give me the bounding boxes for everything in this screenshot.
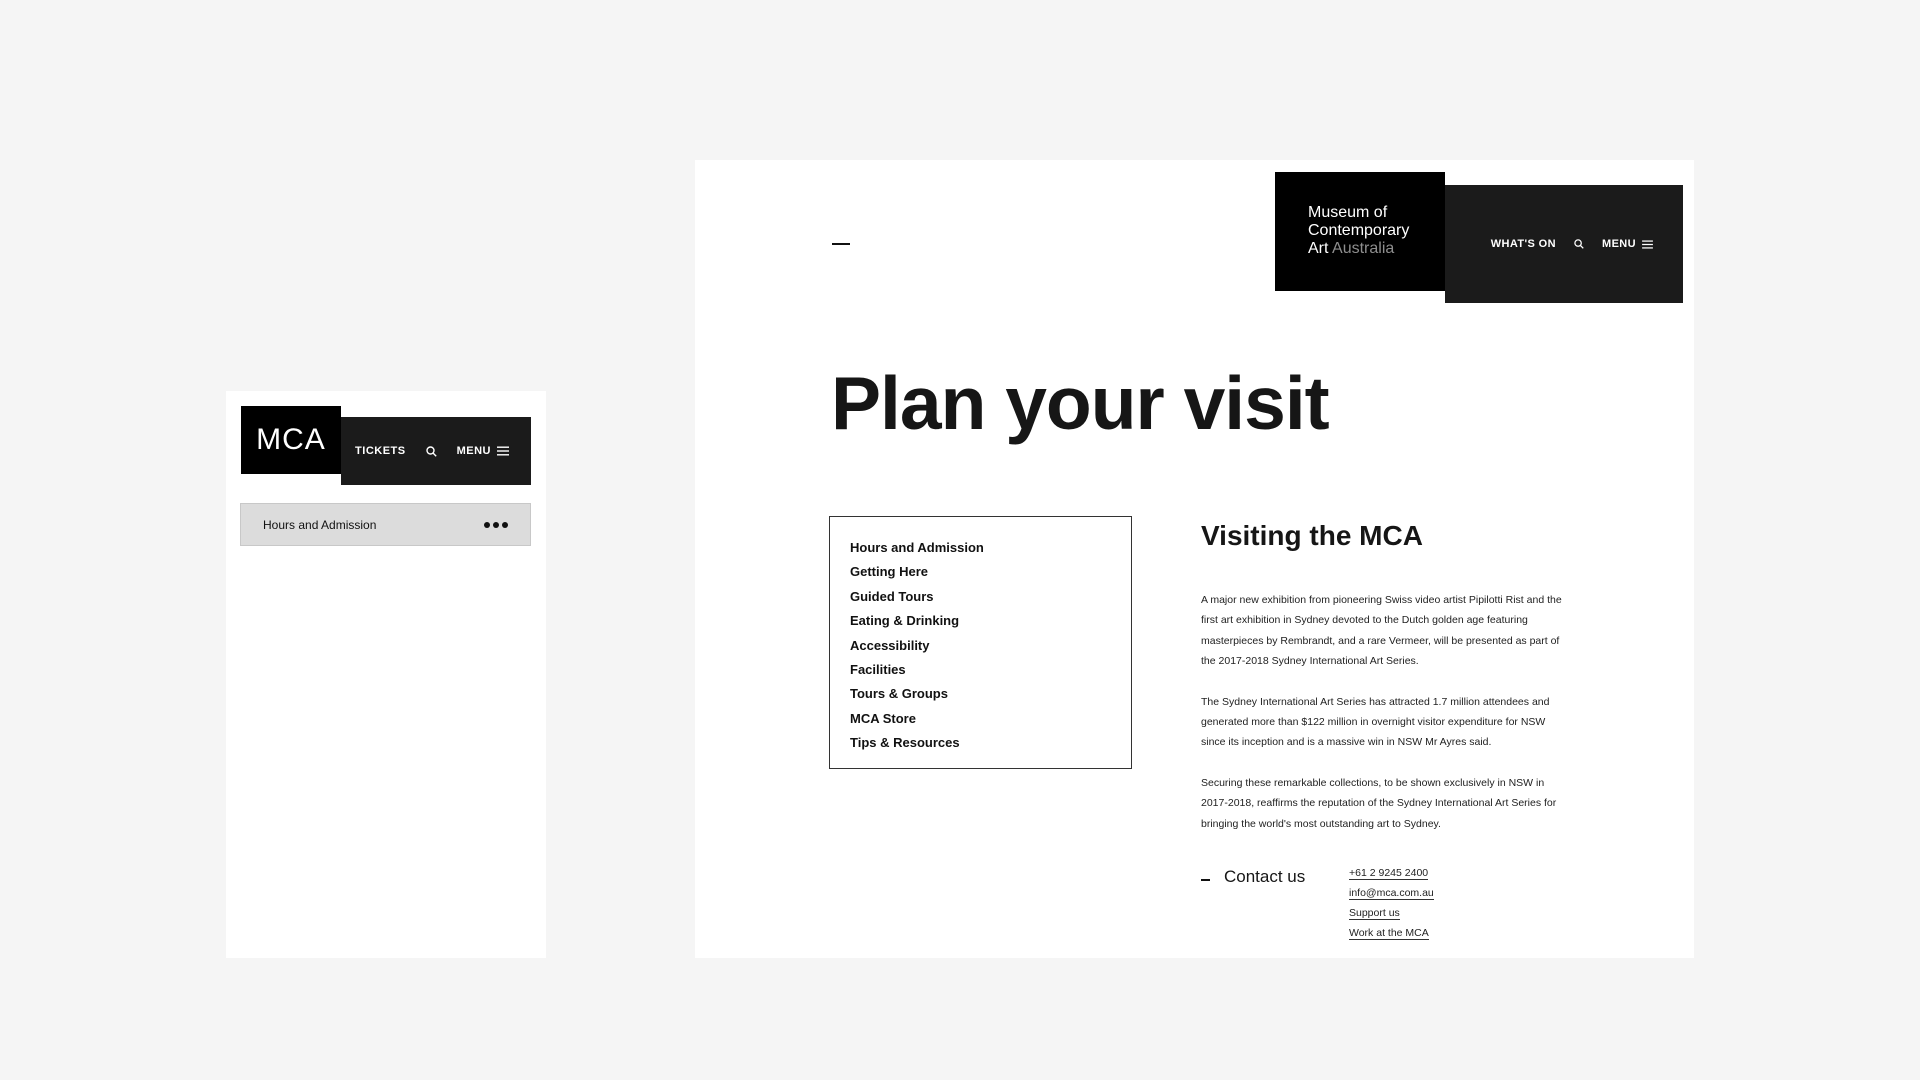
phone-link-label: +61 2 9245 2400 <box>1349 867 1429 879</box>
contact-title: Contact us <box>1224 867 1306 886</box>
phone-link[interactable] <box>1349 863 1434 883</box>
search-icon[interactable] <box>426 446 437 457</box>
menu-label: MENU <box>1602 238 1636 250</box>
content-heading: Visiting the MCA <box>1201 520 1423 551</box>
menu-icon <box>1642 240 1653 249</box>
logo-line-1: Museum of <box>1308 204 1388 221</box>
section-nav-item[interactable]: Tours & Groups <box>850 686 948 702</box>
menu-button[interactable] <box>457 445 509 457</box>
section-nav-item[interactable]: Eating & Drinking <box>850 613 960 629</box>
desktop-frame <box>695 160 1694 958</box>
section-nav-item[interactable]: Hours and Admission <box>850 540 984 555</box>
mobile-frame <box>226 391 546 958</box>
mca-logo[interactable] <box>1275 172 1445 291</box>
sub-nav-label: Hours and Admission <box>263 517 377 532</box>
logo-line-2: Contemporary <box>1308 222 1410 239</box>
section-nav <box>829 516 1132 769</box>
logo-line-3 <box>1308 240 1445 258</box>
search-icon[interactable] <box>1574 239 1584 249</box>
desktop-nav-bar <box>1445 185 1683 303</box>
section-nav-item[interactable]: Guided Tours <box>850 588 934 604</box>
email-link-label: info@mca.com.au <box>1349 887 1434 899</box>
section-nav-item[interactable]: Facilities <box>850 661 906 677</box>
whats-on-link[interactable] <box>1491 238 1556 250</box>
email-link[interactable] <box>1349 883 1434 903</box>
page-title: Plan your visit <box>831 361 1329 445</box>
support-us-link[interactable] <box>1349 903 1434 923</box>
tickets-label: TICKETS <box>355 445 406 457</box>
mca-logo[interactable] <box>241 406 341 474</box>
logo-text: MCA <box>256 423 326 456</box>
logo-australia: Australia <box>1332 240 1395 257</box>
dash-icon <box>1201 879 1210 881</box>
menu-button[interactable] <box>1602 238 1653 250</box>
content-paragraph: Securing these remarkable collections, to be shown exclusively in NSW in 2017-2018, reaffirms the reputation of the Sydney International Art Series for bringing the world's most outstanding art to Sydney. <box>1201 776 1557 830</box>
more-dots-icon[interactable] <box>484 522 508 528</box>
whats-on-label: WHAT'S ON <box>1490 238 1556 250</box>
sub-nav-dropdown[interactable] <box>240 503 531 546</box>
content-paragraph: A major new exhibition from pioneering Swiss video artist Pipilotti Rist and the first art exhibition in Sydney devoted to the Dutch golden age featuring masterpieces by Rembrandt, and a rare Vermeer, will be presented as part of the 2017-2018 Sydney International Art Series. <box>1201 594 1562 668</box>
main-content <box>1201 516 1571 834</box>
content-paragraph: The Sydney International Art Series has attracted 1.7 million attendees and generated more than $122 million in overnight visitor expenditure for NSW since its inception and is a massive win in NSW Mr Ayres said. <box>1201 695 1550 749</box>
logo-art: Art <box>1308 240 1329 257</box>
dash-icon <box>832 243 850 245</box>
tickets-link[interactable] <box>355 445 406 457</box>
section-nav-item[interactable]: Tips & Resources <box>850 735 960 751</box>
section-nav-item[interactable]: MCA Store <box>850 710 916 726</box>
section-nav-item[interactable]: Getting Here <box>850 564 929 580</box>
menu-icon <box>497 446 509 456</box>
mobile-nav-bar <box>341 417 531 485</box>
support-us-link-label: Support us <box>1349 907 1400 919</box>
contact-links <box>1349 863 1434 943</box>
work-at-mca-link[interactable] <box>1349 923 1434 943</box>
menu-label: MENU <box>456 445 491 457</box>
work-at-mca-link-label: Work at the MCA <box>1349 927 1429 939</box>
section-nav-item[interactable]: Accessibility <box>850 637 930 653</box>
